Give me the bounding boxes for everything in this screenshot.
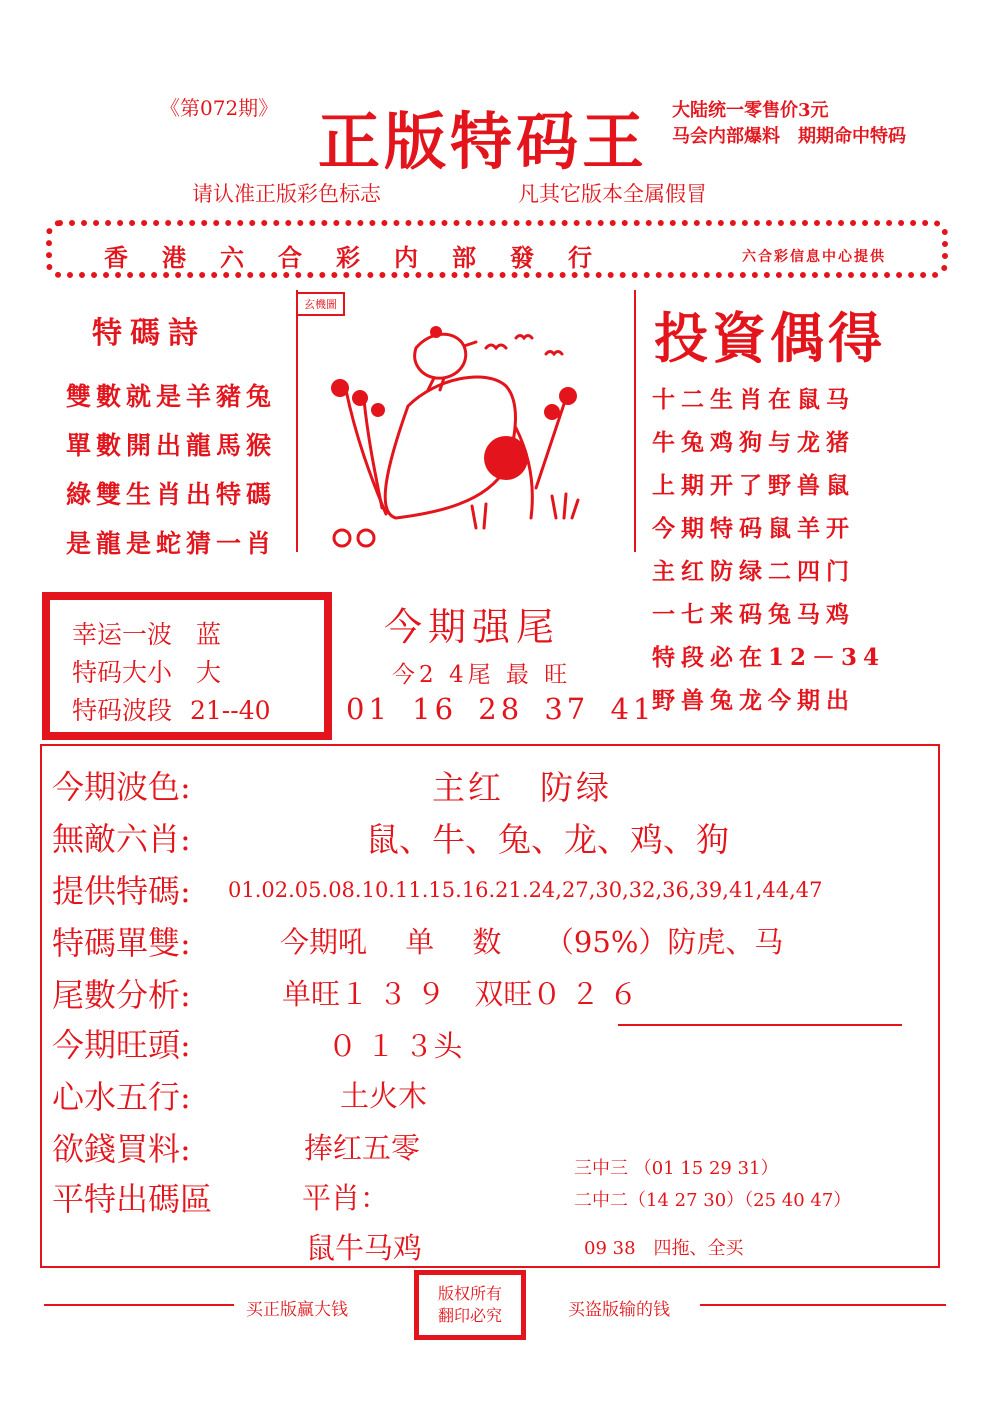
copyright-line-1: 版权所有 bbox=[437, 1284, 502, 1303]
invest-line: 今期特码鼠羊开 bbox=[652, 515, 855, 542]
notice-fake: 凡其它版本全属假冒 bbox=[518, 182, 707, 206]
price-info bbox=[672, 98, 906, 150]
lucky-rows bbox=[72, 616, 271, 730]
poem-line: 單數開出龍馬猴 bbox=[66, 431, 277, 460]
poem-line: 雙數就是羊豬兔 bbox=[66, 382, 277, 411]
row-value-buy-tip: 捧红五零 bbox=[304, 1131, 421, 1165]
copyright-line-2: 翻印必究 bbox=[437, 1306, 502, 1325]
invest-line: 野兽兔龙今期出 bbox=[652, 687, 855, 714]
row-value-flat-zone: 平肖： bbox=[302, 1181, 390, 1215]
row-label-odd-even: 特碼單雙: bbox=[52, 924, 191, 962]
footer-line-right bbox=[700, 1304, 946, 1306]
bird-flower-illustration-icon bbox=[316, 318, 616, 550]
lucky-label: 特码波段 bbox=[72, 696, 173, 725]
row-value-wave-color: 主红 防绿 bbox=[432, 768, 612, 807]
footer-right-text: 买盗版输的钱 bbox=[568, 1300, 670, 1320]
banner-text: 香港六合彩内部發行 bbox=[104, 243, 626, 272]
invest-line: 一七来码兔马鸡 bbox=[652, 601, 855, 628]
page-title: 正版特码王 bbox=[318, 105, 649, 178]
poem-lines bbox=[66, 372, 276, 568]
combo-drag: 09 38 四拖、全买 bbox=[584, 1238, 744, 1259]
row-value-special-codes: 01.02.05.08.10.11.15.16.21.24,27,30,32,36,39,41,44,47 bbox=[228, 878, 823, 902]
footer-left-text: 买正版赢大钱 bbox=[246, 1300, 348, 1320]
invest-line: 上期开了野兽鼠 bbox=[652, 472, 855, 499]
combo-two: 二中二（14 27 30）（25 40 47） bbox=[574, 1190, 852, 1211]
lucky-row bbox=[72, 616, 271, 654]
lucky-row bbox=[72, 654, 271, 692]
flat-zodiac-value: 鼠牛马鸡 bbox=[306, 1231, 423, 1265]
row-label-five-elements: 心水五行: bbox=[52, 1078, 191, 1116]
row-label-six-zodiac: 無敵六肖: bbox=[52, 820, 191, 858]
invest-line: 十二生肖在鼠马 bbox=[652, 386, 855, 413]
poem-line: 綠雙生肖出特碼 bbox=[66, 480, 277, 509]
combo-three: 三中三 （01 15 29 31） bbox=[574, 1158, 779, 1179]
row-label-tail-analysis: 尾數分析: bbox=[52, 976, 191, 1014]
row-label-special-codes: 提供特碼: bbox=[52, 872, 191, 910]
picture-tag: 玄機圖 bbox=[296, 292, 345, 316]
divider-line bbox=[618, 1024, 902, 1026]
invest-line: 特段必在12－34 bbox=[652, 644, 886, 671]
invest-lines bbox=[652, 378, 885, 722]
tail-numbers: 01 16 28 37 41 bbox=[346, 692, 656, 726]
row-label-hot-head: 今期旺頭: bbox=[52, 1026, 191, 1064]
row-value-five-elements: 土火木 bbox=[340, 1079, 428, 1113]
invest-line: 牛兔鸡狗与龙猪 bbox=[652, 429, 855, 456]
row-value-hot-head: ０ １ ３头 bbox=[328, 1029, 463, 1063]
tail-title: 今期强尾 bbox=[384, 605, 561, 649]
footer-line-left bbox=[44, 1304, 234, 1306]
lucky-value: 蓝 bbox=[196, 620, 222, 649]
row-value-odd-even: 今期吼 单 数 （95%）防虎、马 bbox=[280, 925, 784, 959]
banner-subtext: 六合彩信息中心提供 bbox=[742, 249, 886, 265]
price-line-1: 大陆统一零售价3元 bbox=[672, 100, 829, 121]
row-label-flat-zone: 平特出碼區 bbox=[52, 1180, 213, 1218]
price-line-2: 马会内部爆料 期期命中特码 bbox=[672, 126, 906, 147]
lucky-row bbox=[72, 692, 271, 730]
row-label-wave-color: 今期波色: bbox=[52, 768, 191, 806]
invest-line: 主红防绿二四门 bbox=[652, 558, 855, 585]
invest-title: 投資偶得 bbox=[654, 306, 886, 370]
notice-genuine: 请认准正版彩色标志 bbox=[192, 182, 381, 206]
issue-number: 《第072期》 bbox=[160, 96, 279, 120]
poem-title: 特碼詩 bbox=[92, 316, 206, 351]
lucky-label: 幸运一波 bbox=[72, 620, 173, 649]
lucky-label: 特码大小 bbox=[72, 658, 173, 687]
lucky-value: 21--40 bbox=[190, 696, 271, 725]
row-value-tail-analysis: 单旺１ ３ ９ 双旺０ ２ ６ bbox=[282, 977, 638, 1011]
lucky-value: 大 bbox=[196, 658, 222, 687]
tail-subtitle: 今2 4尾 最 旺 bbox=[392, 662, 572, 688]
row-label-buy-tip: 欲錢買料: bbox=[52, 1130, 191, 1168]
row-value-six-zodiac: 鼠、牛、兔、龙、鸡、狗 bbox=[366, 820, 729, 859]
poem-line: 是龍是蛇猜一肖 bbox=[66, 529, 277, 558]
copyright-box bbox=[414, 1270, 526, 1340]
